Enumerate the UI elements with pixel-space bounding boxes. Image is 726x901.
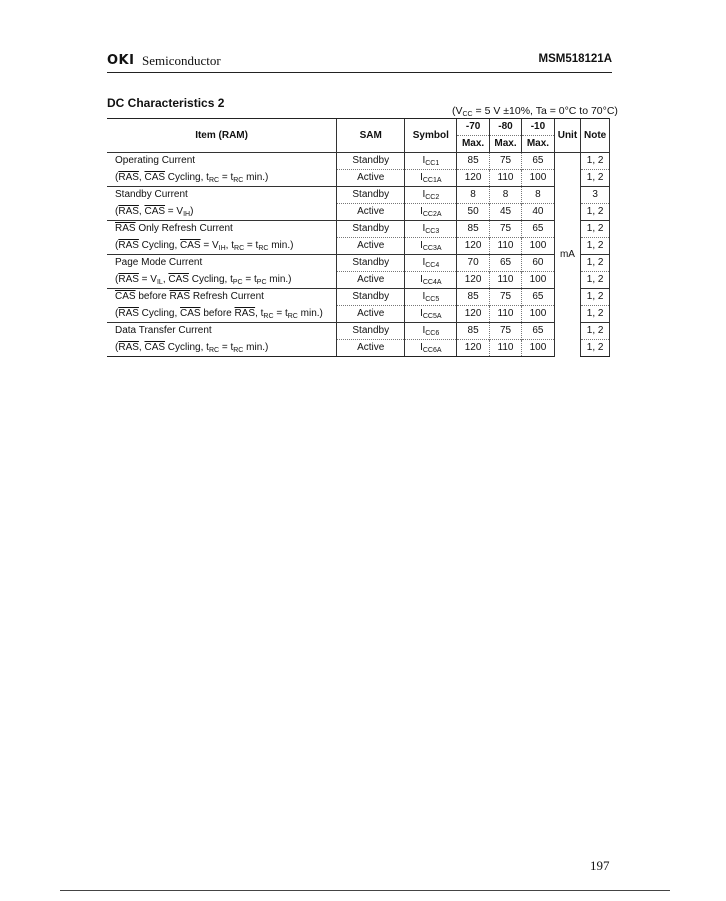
table-row bbox=[107, 272, 610, 289]
text-segment: Cycling, t bbox=[188, 273, 233, 285]
item-description bbox=[107, 289, 337, 306]
text-segment: min.) bbox=[243, 341, 269, 353]
text-segment: = t bbox=[242, 273, 257, 285]
text-segment: min.) bbox=[268, 239, 294, 251]
max-value: 85 bbox=[457, 221, 489, 238]
item-description bbox=[107, 170, 337, 187]
max-value: 110 bbox=[489, 272, 521, 289]
brand-suffix: Semiconductor bbox=[142, 53, 221, 68]
text-segment: = t bbox=[273, 307, 288, 319]
text-segment: before bbox=[200, 307, 235, 319]
header-max: Max. bbox=[489, 136, 521, 153]
subscript: RC bbox=[263, 312, 274, 320]
text-segment: , t bbox=[255, 307, 264, 319]
table-body bbox=[107, 153, 610, 357]
max-value: 60 bbox=[522, 255, 554, 272]
symbol-letter: I bbox=[422, 291, 426, 302]
note-value: 3 bbox=[581, 187, 610, 204]
subscript: RC bbox=[234, 244, 245, 252]
symbol-letter: I bbox=[422, 257, 426, 268]
max-value: 75 bbox=[489, 323, 521, 340]
max-value: 120 bbox=[457, 170, 489, 187]
max-value: 120 bbox=[457, 272, 489, 289]
note-value: 1, 2 bbox=[581, 323, 610, 340]
table-row bbox=[107, 170, 610, 187]
subscript: IL bbox=[156, 278, 163, 286]
footer-rule bbox=[60, 890, 670, 891]
oki-logo: OKI bbox=[107, 53, 135, 68]
header-max: Max. bbox=[457, 136, 489, 153]
item-description bbox=[107, 221, 337, 238]
max-value: 100 bbox=[522, 238, 554, 255]
text-segment: before bbox=[135, 291, 170, 303]
max-value: 110 bbox=[489, 170, 521, 187]
subscript: PC bbox=[256, 278, 267, 286]
symbol-subscript: CC4A bbox=[422, 279, 442, 286]
text-segment: , bbox=[138, 171, 145, 183]
text-segment: = V bbox=[138, 273, 157, 285]
text-segment: Page Mode Current bbox=[115, 257, 203, 269]
item-description bbox=[107, 255, 337, 272]
text-segment: ( bbox=[115, 239, 119, 251]
table-row bbox=[107, 306, 610, 323]
symbol-subscript: CC6A bbox=[422, 347, 442, 354]
max-value: 100 bbox=[522, 306, 554, 323]
item-description bbox=[107, 153, 337, 170]
note-value: 1, 2 bbox=[581, 221, 610, 238]
unit-value: mA bbox=[554, 153, 581, 357]
table-row bbox=[107, 238, 610, 255]
symbol-subscript: CC2A bbox=[422, 211, 442, 218]
subscript: RC bbox=[208, 346, 220, 354]
overbar-signal: $\overline{CAS}$ bbox=[168, 273, 189, 285]
max-value: 120 bbox=[457, 340, 489, 357]
part-number: MSM518121A bbox=[538, 53, 612, 65]
header-unit: Unit bbox=[554, 119, 581, 153]
text-segment: ( bbox=[115, 273, 119, 285]
max-value: 110 bbox=[489, 340, 521, 357]
page-header bbox=[107, 50, 612, 73]
symbol bbox=[405, 153, 457, 170]
text-segment: Refresh Current bbox=[190, 291, 264, 303]
symbol bbox=[405, 204, 457, 221]
symbol bbox=[405, 238, 457, 255]
max-value: 65 bbox=[522, 289, 554, 306]
symbol bbox=[405, 272, 457, 289]
max-value: 8 bbox=[522, 187, 554, 204]
item-description bbox=[107, 187, 337, 204]
max-value: 75 bbox=[489, 289, 521, 306]
text-segment: , bbox=[162, 273, 169, 285]
overbar-signal: $\overline{RAS}$ bbox=[118, 171, 139, 183]
symbol-letter: I bbox=[422, 325, 426, 336]
symbol-letter: I bbox=[422, 223, 426, 234]
note-value: 1, 2 bbox=[581, 238, 610, 255]
table-row bbox=[107, 255, 610, 272]
symbol-letter: I bbox=[420, 172, 423, 183]
page-number: 197 bbox=[590, 858, 610, 873]
max-value: 85 bbox=[457, 323, 489, 340]
overbar-signal: $\overline{RAS}$ bbox=[234, 307, 256, 319]
symbol-subscript: CC5 bbox=[425, 296, 440, 303]
symbol bbox=[405, 187, 457, 204]
overbar-signal: $\overline{RAS}$ bbox=[118, 205, 139, 217]
text-segment: = V bbox=[200, 239, 219, 251]
overbar-signal: $\overline{CAS}$ bbox=[144, 205, 166, 217]
max-value: 40 bbox=[522, 204, 554, 221]
overbar-signal: $\overline{RAS}$ bbox=[118, 341, 139, 353]
symbol-subscript: CC6 bbox=[425, 330, 440, 337]
text-segment: ( bbox=[115, 341, 119, 353]
overbar-signal: $\overline{CAS}$ bbox=[144, 171, 166, 183]
item-description bbox=[107, 272, 337, 289]
symbol bbox=[405, 221, 457, 238]
subscript: RC bbox=[258, 244, 269, 252]
note-value: 1, 2 bbox=[581, 306, 610, 323]
note-value: 1, 2 bbox=[581, 289, 610, 306]
sam-mode: Standby bbox=[337, 153, 405, 170]
max-value: 65 bbox=[522, 153, 554, 170]
dc-characteristics-table bbox=[107, 118, 610, 357]
overbar-signal: $\overline{CAS}$ bbox=[180, 307, 201, 319]
overbar-signal: $\overline{RAS}$ bbox=[118, 307, 139, 319]
symbol-subscript: CC3 bbox=[425, 228, 440, 235]
subscript: PC bbox=[232, 278, 243, 286]
max-value: 75 bbox=[489, 221, 521, 238]
table-row bbox=[107, 289, 610, 306]
symbol bbox=[405, 289, 457, 306]
max-value: 75 bbox=[489, 153, 521, 170]
text-segment: Cycling, t bbox=[165, 171, 209, 183]
header-note: Note bbox=[581, 119, 610, 153]
sam-mode: Active bbox=[337, 238, 405, 255]
text-segment: = V bbox=[165, 205, 184, 217]
note-value: 1, 2 bbox=[581, 340, 610, 357]
symbol-subscript: CC5A bbox=[422, 313, 442, 320]
max-value: 100 bbox=[522, 170, 554, 187]
item-description bbox=[107, 306, 337, 323]
overbar-signal: $\overline{RAS}$ bbox=[118, 239, 139, 251]
symbol bbox=[405, 323, 457, 340]
text-segment: min.) bbox=[243, 171, 269, 183]
overbar-signal: $\overline{RAS}$ bbox=[115, 223, 136, 235]
symbol-subscript: CC1A bbox=[422, 177, 442, 184]
text-segment: = t bbox=[244, 239, 259, 251]
text-segment: ( bbox=[115, 307, 119, 319]
symbol-subscript: CC3A bbox=[422, 245, 442, 252]
max-value: 65 bbox=[522, 323, 554, 340]
header-speed-80: -80 bbox=[489, 119, 521, 136]
symbol-subscript: CC4 bbox=[425, 262, 440, 269]
sam-mode: Standby bbox=[337, 221, 405, 238]
symbol-letter: I bbox=[420, 342, 423, 353]
sam-mode: Active bbox=[337, 272, 405, 289]
note-value: 1, 2 bbox=[581, 255, 610, 272]
overbar-signal: $\overline{CAS}$ bbox=[115, 291, 136, 303]
text-segment: , bbox=[138, 205, 145, 217]
note-value: 1, 2 bbox=[581, 272, 610, 289]
header-sam: SAM bbox=[337, 119, 405, 153]
text-segment: = t bbox=[219, 341, 234, 353]
max-value: 50 bbox=[457, 204, 489, 221]
subscript: RC bbox=[208, 176, 220, 184]
max-value: 85 bbox=[457, 153, 489, 170]
table-row bbox=[107, 204, 610, 221]
sam-mode: Standby bbox=[337, 187, 405, 204]
header-max: Max. bbox=[522, 136, 554, 153]
table-row bbox=[107, 221, 610, 238]
text-segment: Cycling, bbox=[138, 307, 181, 319]
overbar-signal: $\overline{CAS}$ bbox=[144, 341, 166, 353]
subscript: RC bbox=[233, 346, 244, 354]
item-description bbox=[107, 340, 337, 357]
text-segment: Operating Current bbox=[115, 155, 196, 167]
text-segment: ( bbox=[115, 171, 119, 183]
subscript: RC bbox=[233, 176, 244, 184]
header-speed-10: -10 bbox=[522, 119, 554, 136]
table-row bbox=[107, 187, 610, 204]
max-value: 100 bbox=[522, 340, 554, 357]
symbol-letter: I bbox=[420, 308, 423, 319]
section-title: DC Characteristics 2 bbox=[107, 96, 225, 110]
header-item: Item (RAM) bbox=[107, 119, 337, 153]
symbol bbox=[405, 306, 457, 323]
max-value: 65 bbox=[489, 255, 521, 272]
text-segment: , t bbox=[225, 239, 235, 251]
max-value: 100 bbox=[522, 272, 554, 289]
text-segment: ) bbox=[190, 205, 194, 217]
item-description bbox=[107, 238, 337, 255]
table-row bbox=[107, 340, 610, 357]
text-segment: min.) bbox=[297, 307, 323, 319]
sam-mode: Active bbox=[337, 340, 405, 357]
symbol-letter: I bbox=[420, 206, 423, 217]
symbol-letter: I bbox=[420, 240, 423, 251]
note-value: 1, 2 bbox=[581, 204, 610, 221]
item-description bbox=[107, 204, 337, 221]
max-value: 120 bbox=[457, 238, 489, 255]
symbol bbox=[405, 340, 457, 357]
symbol-subscript: CC2 bbox=[425, 194, 440, 201]
symbol-letter: I bbox=[420, 274, 423, 285]
max-value: 70 bbox=[457, 255, 489, 272]
overbar-signal: $\overline{CAS}$ bbox=[180, 239, 201, 251]
max-value: 8 bbox=[457, 187, 489, 204]
text-segment: Data Transfer Current bbox=[115, 325, 212, 337]
max-value: 110 bbox=[489, 306, 521, 323]
symbol bbox=[405, 255, 457, 272]
max-value: 8 bbox=[489, 187, 521, 204]
text-segment: Standby Current bbox=[115, 189, 188, 201]
max-value: 45 bbox=[489, 204, 521, 221]
max-value: 120 bbox=[457, 306, 489, 323]
sam-mode: Active bbox=[337, 170, 405, 187]
text-segment: Cycling, t bbox=[165, 341, 209, 353]
text-segment: Cycling, bbox=[138, 239, 181, 251]
table-row bbox=[107, 153, 610, 170]
text-segment: = t bbox=[219, 171, 234, 183]
sam-mode: Standby bbox=[337, 255, 405, 272]
symbol bbox=[405, 170, 457, 187]
note-value: 1, 2 bbox=[581, 153, 610, 170]
subscript: IH bbox=[218, 244, 226, 252]
symbol-letter: I bbox=[422, 155, 426, 166]
sam-mode: Standby bbox=[337, 323, 405, 340]
table-row bbox=[107, 323, 610, 340]
max-value: 65 bbox=[522, 221, 554, 238]
text-segment: min.) bbox=[266, 273, 292, 285]
overbar-signal: $\overline{RAS}$ bbox=[169, 291, 191, 303]
test-conditions: ($V_{CC} = 5$ V ±10%, Ta = 0°C to 70°C) bbox=[452, 105, 618, 118]
max-value: 85 bbox=[457, 289, 489, 306]
text-segment: , bbox=[138, 341, 145, 353]
text-segment: Only Refresh Current bbox=[135, 223, 233, 235]
header-speed-70: -70 bbox=[457, 119, 489, 136]
subscript: IH bbox=[183, 210, 191, 218]
symbol-letter: I bbox=[422, 189, 426, 200]
subscript: RC bbox=[287, 312, 298, 320]
header-symbol: Symbol bbox=[405, 119, 457, 153]
symbol-subscript: CC1 bbox=[425, 160, 440, 167]
note-value: 1, 2 bbox=[581, 170, 610, 187]
sam-mode: Active bbox=[337, 306, 405, 323]
item-description bbox=[107, 323, 337, 340]
sam-mode: Active bbox=[337, 204, 405, 221]
sam-mode: Standby bbox=[337, 289, 405, 306]
text-segment: ( bbox=[115, 205, 119, 217]
max-value: 110 bbox=[489, 238, 521, 255]
overbar-signal: $\overline{RAS}$ bbox=[118, 273, 139, 285]
